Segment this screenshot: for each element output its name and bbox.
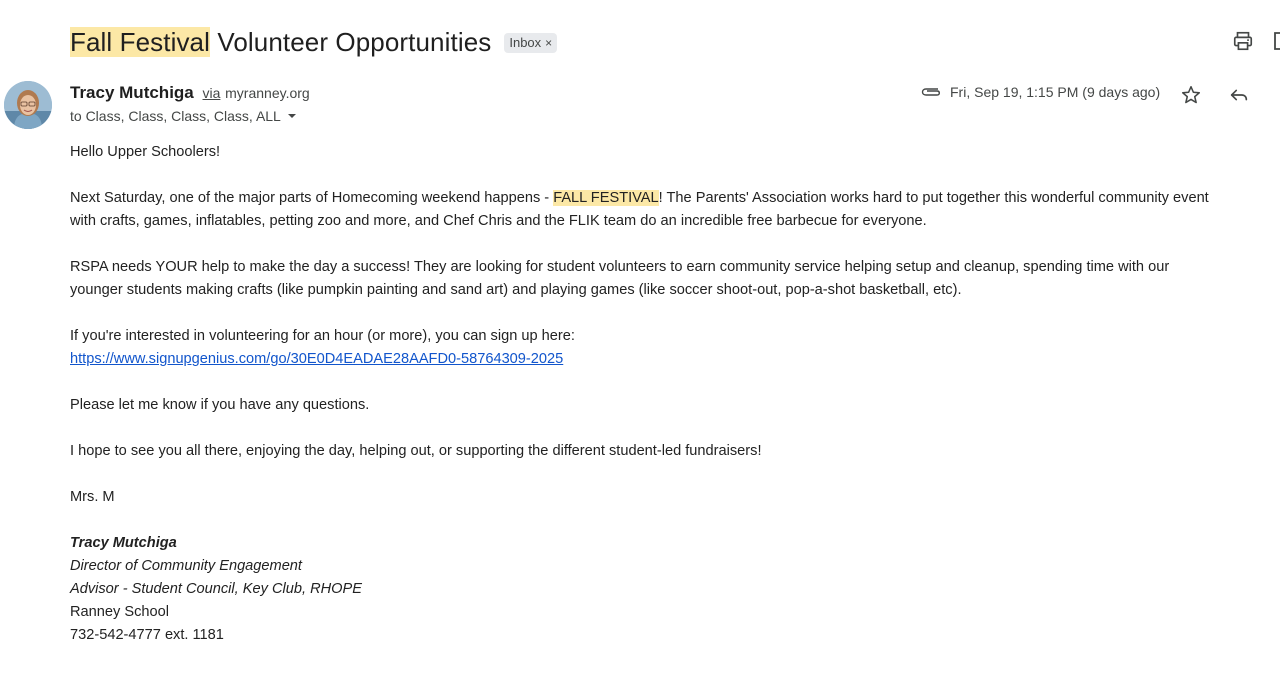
remove-label-icon[interactable]: ×: [545, 35, 553, 50]
print-icon[interactable]: [1232, 30, 1254, 52]
signup-link[interactable]: https://www.signupgenius.com/go/30E0D4EADAE28AAFD0-58764309-2025: [70, 351, 564, 367]
paragraph-3: [70, 325, 1280, 371]
message-date: Fri, Sep 19, 1:15 PM (9 days ago): [950, 84, 1161, 100]
signature-school: Ranney School: [70, 604, 169, 620]
sender-line: [70, 83, 310, 103]
star-icon[interactable]: [1180, 84, 1202, 106]
paragraph-1-end: ! The Parents' Association works hard to put together this wonderful community event: [658, 190, 1209, 206]
message-body: [70, 141, 1280, 647]
avatar-image: [4, 81, 52, 129]
paragraph-2-line2: younger students making crafts (like pumpkin painting and sand art) and playing games (like soccer shoot-out, pop-a-shot basketball, etc).: [70, 282, 962, 298]
message-meta: [920, 84, 1160, 100]
popout-icon[interactable]: [1272, 30, 1280, 52]
signature-title: Director of Community Engagement: [70, 558, 302, 574]
closing: Mrs. M: [70, 489, 115, 505]
avatar[interactable]: [4, 81, 52, 129]
greeting: Hello Upper Schoolers!: [70, 144, 221, 160]
subject-text: Volunteer Opportunities: [210, 26, 492, 57]
sender-domain: myranney.org: [225, 85, 310, 101]
paragraph-1-start: Next Saturday, one of the major parts of Homecoming weekend happens -: [70, 190, 554, 206]
recipients-text: to Class, Class, Class, Class, ALL: [70, 108, 281, 124]
signature: [70, 532, 1280, 647]
inbox-label-text: Inbox: [509, 35, 542, 50]
signature-advisor: Advisor - Student Council, Key Club, RHOPE: [70, 581, 362, 597]
paragraph-1: [70, 187, 1280, 233]
paperclip-icon: [920, 85, 942, 99]
sender-name[interactable]: Tracy Mutchiga: [70, 83, 194, 102]
paragraph-2-line1: RSPA needs YOUR help to make the day a success! They are looking for student volunteers to earn community service helping setup and cleanup, spending time with our: [70, 259, 1170, 275]
inbox-label-chip[interactable]: [504, 33, 557, 53]
recipients-line: [70, 108, 297, 124]
signature-phone: 732-542-4777 ext. 1181: [70, 627, 224, 643]
paragraph-3-line1: If you're interested in volunteering for an hour (or more), you can sign up here:: [70, 328, 575, 344]
paragraph-5: I hope to see you all there, enjoying the day, helping out, or supporting the different student-led fundraisers!: [70, 443, 762, 459]
signature-name: Tracy Mutchiga: [70, 535, 177, 551]
paragraph-1-line2: with crafts, games, inflatables, petting zoo and more, and Chef Chris and the FLIK team do an incredible free barbecue for everyone.: [70, 213, 927, 229]
subject-row: [70, 22, 557, 62]
subject-highlight: Fall Festival: [70, 26, 210, 57]
festival-highlight: FALL FESTIVAL: [553, 190, 659, 206]
caret-down-icon[interactable]: [287, 111, 297, 121]
email-subject: [70, 27, 491, 58]
via-link[interactable]: via: [202, 85, 221, 101]
paragraph-4: Please let me know if you have any questions.: [70, 397, 370, 413]
paragraph-2: [70, 256, 1280, 302]
reply-icon[interactable]: [1228, 84, 1250, 106]
